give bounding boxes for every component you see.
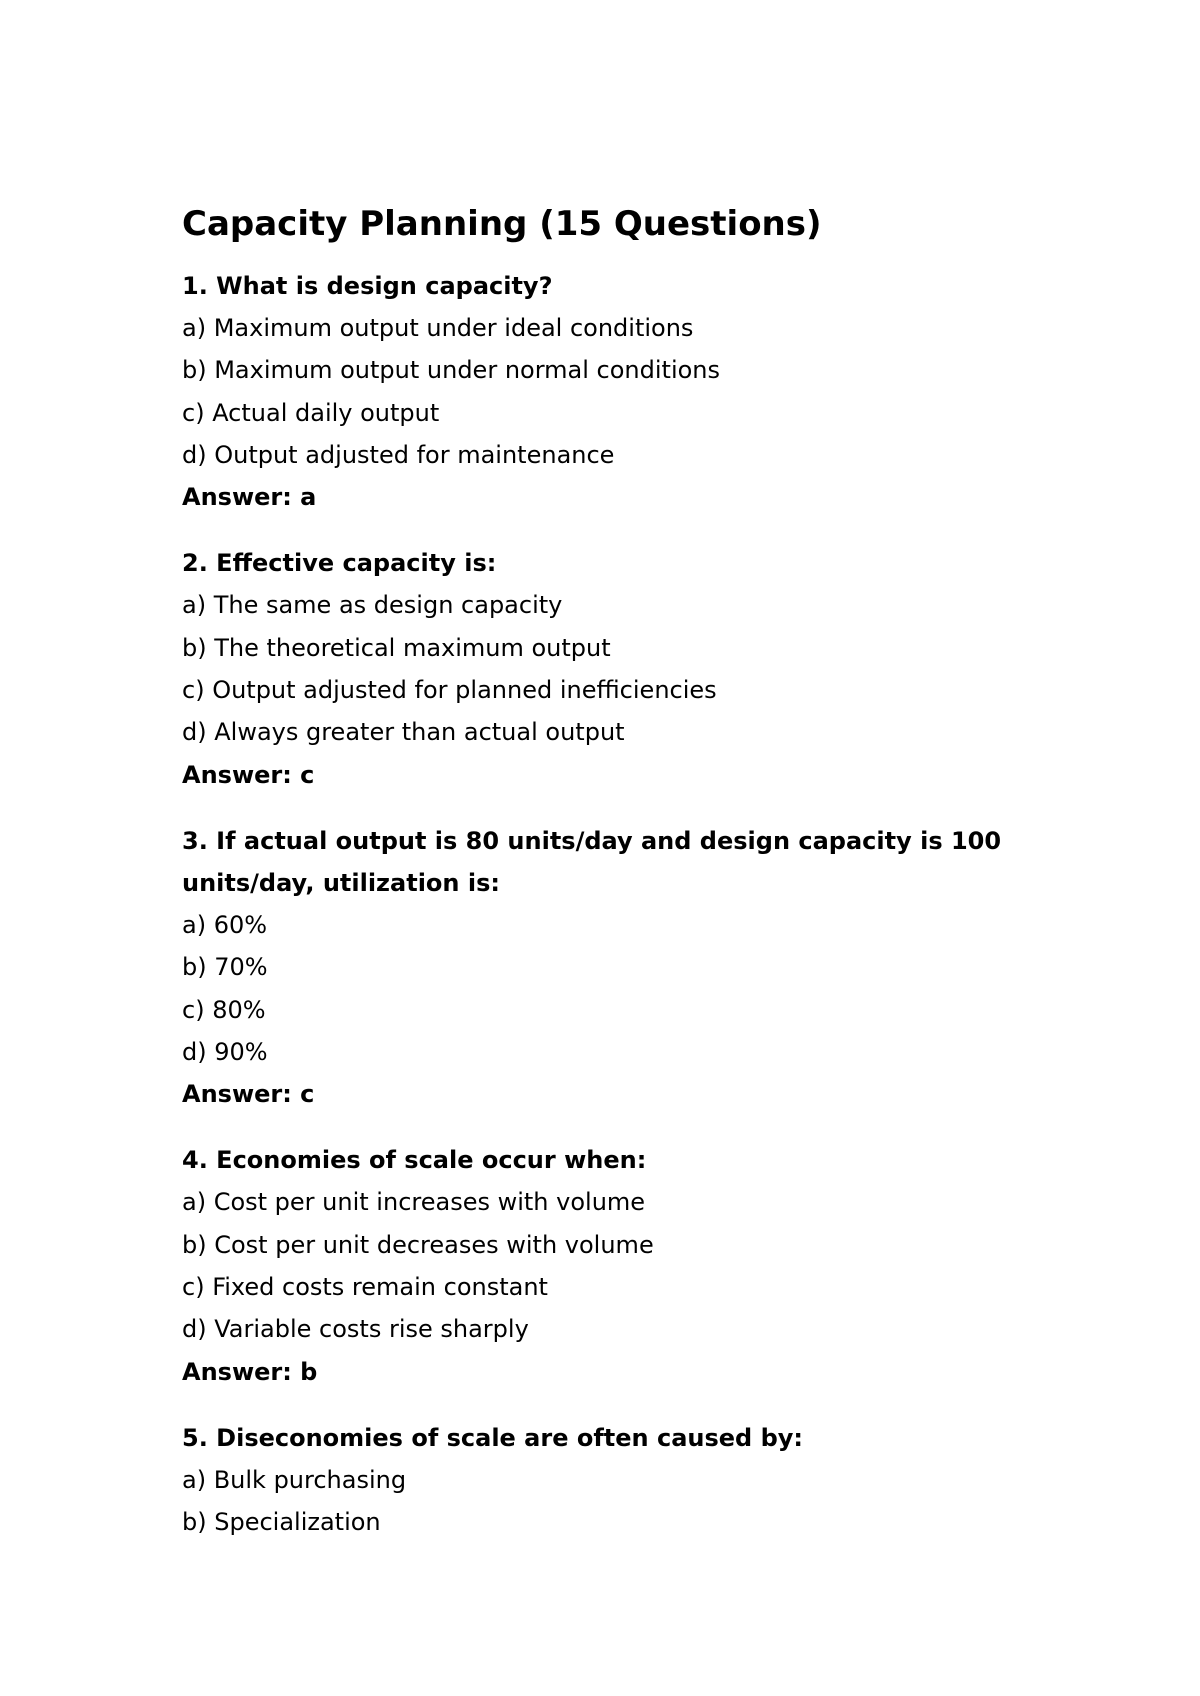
option-c: c) Output adjusted for planned inefficiencies [182, 676, 717, 705]
question-1 [182, 265, 1062, 518]
option-b: b) 70% [182, 953, 268, 982]
option-c: c) Fixed costs remain constant [182, 1273, 548, 1302]
answer-line: Answer: a [182, 483, 317, 512]
option-b: b) Specialization [182, 1508, 381, 1537]
question-5 [182, 1417, 1062, 1544]
option-a: a) The same as design capacity [182, 591, 563, 620]
answer-line: Answer: b [182, 1357, 318, 1386]
option-b: b) Cost per unit decreases with volume [182, 1230, 654, 1259]
option-d: d) Output adjusted for maintenance [182, 440, 615, 469]
option-d: d) Variable costs rise sharply [182, 1315, 529, 1344]
option-c: c) Actual daily output [182, 398, 440, 427]
option-a: a) Cost per unit increases with volume [182, 1188, 646, 1217]
option-d: d) 90% [182, 1037, 268, 1066]
option-c: c) 80% [182, 995, 266, 1024]
answer-line: Answer: c [182, 760, 315, 789]
option-b: b) Maximum output under normal conditions [182, 356, 721, 385]
question-3 [182, 820, 1062, 1115]
document-content [182, 200, 1062, 1568]
question-text: 2. Effective capacity is: [182, 549, 497, 578]
question-2 [182, 542, 1062, 795]
answer-line: Answer: c [182, 1080, 315, 1109]
question-text: 3. If actual output is 80 units/day and design capacity is 100 units/day, utilization is: [182, 826, 1002, 897]
option-d: d) Always greater than actual output [182, 718, 625, 747]
option-a: a) Bulk purchasing [182, 1465, 407, 1494]
question-text: 1. What is design capacity? [182, 272, 553, 300]
question-4 [182, 1139, 1062, 1392]
question-text: 5. Diseconomies of scale are often caused by: [182, 1423, 803, 1452]
option-a: a) 60% [182, 910, 268, 939]
option-b: b) The theoretical maximum output [182, 633, 611, 662]
document-title: Capacity Planning (15 Questions) [182, 204, 822, 244]
option-a: a) Maximum output under ideal conditions [182, 314, 694, 342]
question-text: 4. Economies of scale occur when: [182, 1146, 647, 1175]
